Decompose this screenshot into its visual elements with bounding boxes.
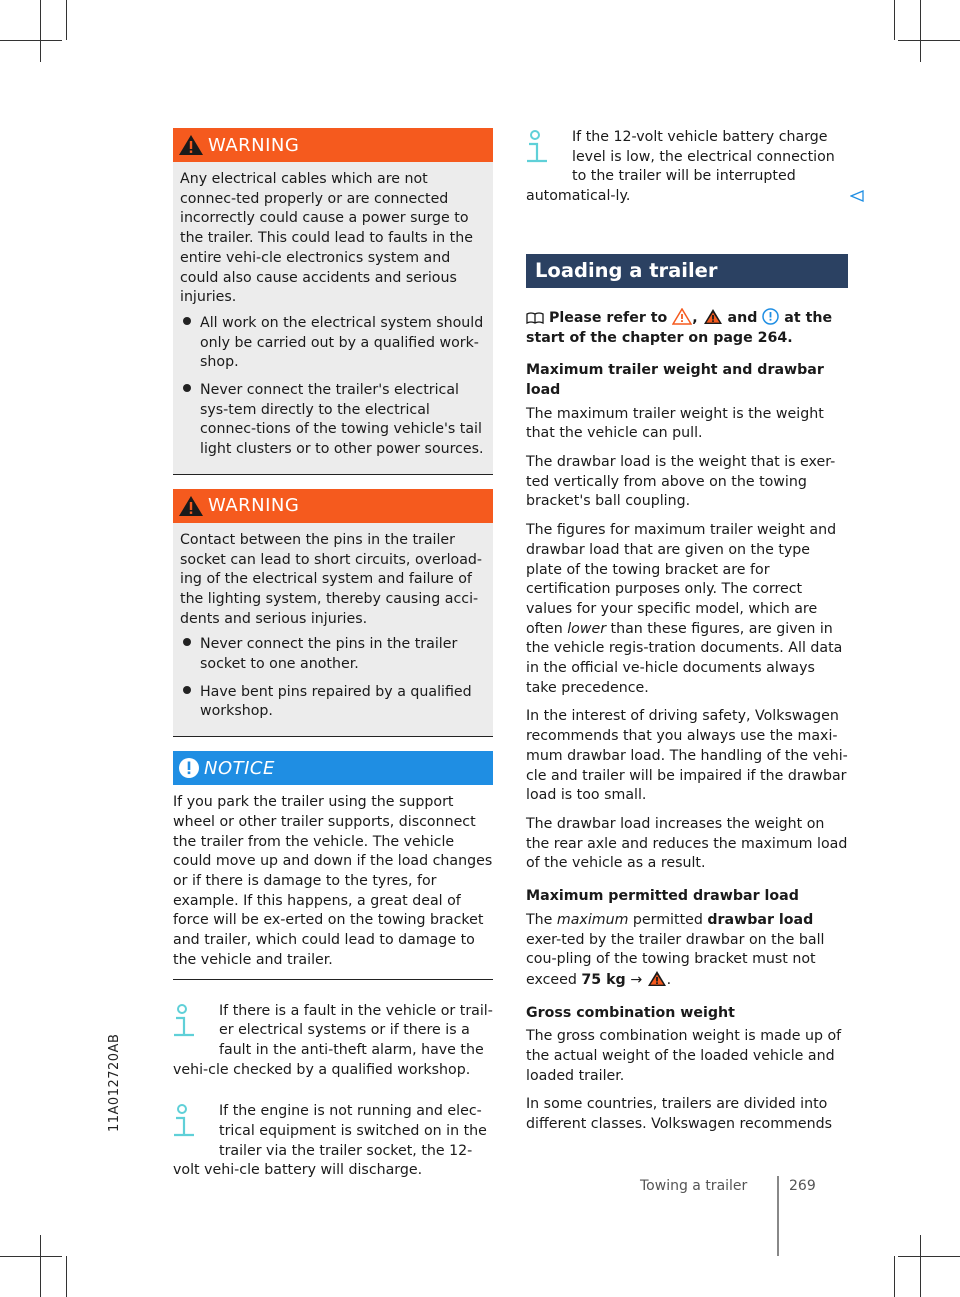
notice-box: [173, 751, 493, 979]
paragraph: In the interest of driving safety, Volkswagen recommends that you always use the maxi-mum drawbar load. The handling of the vehi-cle and trailer will be impaired if the drawbar load is too small.: [526, 708, 848, 804]
warning-header: [173, 128, 493, 162]
warning-box: [173, 489, 493, 737]
subheading: Maximum permitted drawbar load: [526, 888, 799, 905]
bullet-icon: [180, 314, 200, 373]
section-title: Loading a trailer: [535, 259, 718, 283]
crop-mark: [920, 0, 921, 62]
crop-mark: [40, 1235, 41, 1297]
crop-mark: [894, 1256, 895, 1297]
crop-mark: [0, 1256, 62, 1257]
paragraph: In some countries, trailers are divided into different classes. Volkswagen recommends: [526, 1096, 832, 1133]
paragraph: The maximum trailer weight is the weight that the vehicle can pull.: [526, 405, 824, 442]
tip-text: If the engine is not running and elec-trical equipment is switched on in the trailer via the trailer socket, the 12-volt vehi-cle battery will discharge.: [173, 1103, 487, 1179]
paragraph: The figures for maximum trailer weight and drawbar load that are given on the type plate of the towing bracket are for certification purposes only. The correct values for your specific model, which are often lower than these figures, are given in the vehicle regis-tration documents. All data in the official ve-hicle documents always take precedence.: [526, 522, 843, 696]
reference-line: Please refer to , and at the start of the chapter on page 264.: [526, 309, 833, 346]
tip-block: [173, 1102, 493, 1181]
crop-mark: [920, 1235, 921, 1297]
exclamation-circle-icon: [762, 308, 779, 325]
tip-text: If the 12-volt vehicle battery charge level is low, the electrical connection to the trailer will be interrupted automatical-ly.: [526, 129, 835, 205]
warning-filled-icon: [647, 970, 667, 987]
section-heading: [526, 254, 848, 288]
list-item: Never connect the pins in the trailer socket to one another.: [180, 635, 485, 674]
footer-chapter-title: Towing a trailer: [640, 1178, 748, 1194]
notice-body: [173, 785, 493, 979]
right-column: [526, 128, 848, 1144]
warning-text: Any electrical cables which are not connec-ted properly or are connected incorrectly could cause a power surge to the trailer. This could lead to faults in the entire vehi-cle electronics system and could also cause accidents and serious injuries.: [180, 171, 473, 306]
footer-divider: [777, 1176, 779, 1256]
paragraph: The gross combination weight is made up of the actual weight of the loaded vehicle and loaded trailer.: [526, 1028, 842, 1084]
warning-body: [173, 162, 493, 475]
crop-mark: [66, 1256, 67, 1297]
list-item: All work on the electrical system should only be carried out by a qualified work-shop.: [180, 314, 485, 373]
crop-mark: [898, 40, 960, 41]
page-number: 269: [789, 1178, 816, 1194]
warning-outline-icon: [672, 308, 692, 325]
notice-text: If you park the trailer using the support wheel or other trailer supports, disconnect the trailer from the vehicle. The vehicle could move up and down if the load changes or if there is damage to the tyres, for example. If this happens, a great deal of force will be ex-erted on the towing bracket and trailer, which could lead to damage to the vehicle and trailer.: [173, 794, 493, 968]
warning-triangle-icon: [178, 495, 204, 517]
crop-mark: [894, 0, 895, 40]
info-tip-icon: [526, 130, 572, 170]
warning-header: [173, 489, 493, 523]
document-code: 11A012720AB: [107, 1033, 122, 1132]
left-column: [173, 128, 493, 1181]
continue-arrow-icon: [850, 190, 864, 202]
warning-label: WARNING: [208, 495, 300, 517]
notice-label: NOTICE: [204, 757, 275, 779]
crop-mark: [40, 0, 41, 62]
warning-triangle-icon: [178, 134, 204, 156]
tip-block: [173, 1002, 493, 1081]
tip-block: [526, 128, 848, 207]
crop-mark: [0, 40, 62, 41]
paragraph: The maximum permitted drawbar load exer-ted by the trailer drawbar on the ball cou-pling of the towing bracket must not exceed 75 kg → .: [526, 911, 825, 988]
arrow-right-icon: →: [630, 971, 643, 988]
bullet-icon: [180, 683, 200, 722]
list-item: Have bent pins repaired by a qualified workshop.: [180, 683, 485, 722]
list-item: Never connect the trailer's electrical sys-tem directly to the electrical connec-tions of the towing vehicle's tail light clusters or to other power sources.: [180, 381, 485, 460]
book-icon: [526, 311, 544, 325]
crop-mark: [898, 1256, 960, 1257]
paragraph: The drawbar load increases the weight on the rear axle and reduces the maximum load of the vehicle as a result.: [526, 815, 848, 872]
paragraph: The drawbar load is the weight that is exer-ted vertically from above on the towing bracket's ball coupling.: [526, 454, 836, 510]
warning-box: [173, 128, 493, 475]
warning-text: Contact between the pins in the trailer socket can lead to short circuits, overload-ing of the electrical system and failure of the lighting system, thereby causing acci-dents and serious injuries.: [180, 531, 483, 627]
subheading: Gross combination weight: [526, 1004, 735, 1021]
subheading: Maximum trailer weight and drawbar load: [526, 362, 824, 398]
crop-mark: [66, 0, 67, 40]
exclamation-circle-icon: [178, 757, 200, 779]
notice-header: [173, 751, 493, 785]
info-tip-icon: [173, 1004, 219, 1044]
warning-filled-icon: [703, 308, 723, 325]
bullet-icon: [180, 635, 200, 674]
warning-label: WARNING: [208, 134, 300, 156]
warning-body: [173, 523, 493, 737]
tip-text: If there is a fault in the vehicle or trail-er electrical systems or if there is a fault in the anti-theft alarm, have the vehi-cle checked by a qualified workshop.: [173, 1002, 493, 1078]
bullet-icon: [180, 381, 200, 460]
info-tip-icon: [173, 1104, 219, 1144]
